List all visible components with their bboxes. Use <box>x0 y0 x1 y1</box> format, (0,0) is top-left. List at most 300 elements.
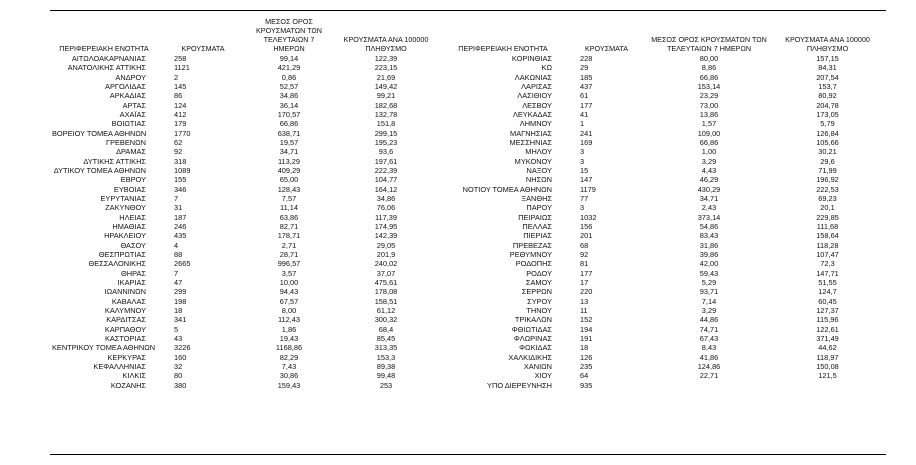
left-cases-value: 86 <box>174 91 183 101</box>
left-avg7-value: 66,86 <box>279 119 299 129</box>
left-cases-value: 2665 <box>174 259 191 269</box>
right-region-name: ΧΑΝΙΩΝ <box>523 361 552 371</box>
right-region-name: ΤΡΙΚΑΛΩΝ <box>514 315 552 325</box>
left-region-name: ΗΛΕΙΑΣ <box>119 212 146 222</box>
right-per100k-value: 51,55 <box>818 278 837 288</box>
right-avg7-value: 39,86 <box>699 250 719 260</box>
table-row <box>50 175 886 184</box>
right-cases-value: 41 <box>580 110 589 120</box>
left-avg7-value: 65,00 <box>279 175 299 185</box>
right-avg7-value: 42,00 <box>699 259 719 269</box>
left-cases-value: 7 <box>174 194 179 204</box>
left-avg7-value: 67,57 <box>279 296 299 306</box>
right-per100k-value: 105,66 <box>816 138 839 148</box>
right-region-name: ΣΕΡΡΩΝ <box>521 287 552 297</box>
top-rule <box>50 10 886 11</box>
right-per100k-value: 115,96 <box>816 315 839 325</box>
right-per100k-value: 60,45 <box>818 296 837 306</box>
left-avg7-value: 7,57 <box>281 194 297 204</box>
left-per100k-value: 158,51 <box>374 296 398 306</box>
left-cases-value: 2 <box>174 72 179 82</box>
left-avg7-value: 170,57 <box>277 110 301 120</box>
right-per100k-value: 124,7 <box>818 287 837 297</box>
left-region-name: ΓΡΕΒΕΝΩΝ <box>106 138 146 148</box>
table-row <box>50 54 886 63</box>
right-per100k-value: 80,92 <box>818 91 837 101</box>
left-avg7-value: 178,71 <box>277 231 301 241</box>
left-cases-value: 7 <box>174 268 179 278</box>
left-cases-value: 258 <box>174 54 187 64</box>
header-cases-right: ΚΡΟΥΣΜΑΤΑ <box>584 44 629 53</box>
regional-cases-table <box>50 17 886 390</box>
left-cases-value: 346 <box>174 184 187 194</box>
left-cases-value: 187 <box>174 212 187 222</box>
left-avg7-value: 638,71 <box>277 128 301 138</box>
right-avg7-value: 73,00 <box>699 100 719 110</box>
right-cases-value: 15 <box>580 166 589 176</box>
right-region-name: ΜΥΚΟΝΟΥ <box>514 156 552 166</box>
right-cases-value: 77 <box>580 194 589 204</box>
table-row <box>50 91 886 100</box>
right-per100k-value: 158,64 <box>816 231 839 241</box>
table-row <box>50 297 886 306</box>
right-region-name: ΜΕΣΣΗΝΙΑΣ <box>509 138 552 148</box>
right-avg7-value: 5,29 <box>701 278 717 288</box>
right-per100k-value: 371,49 <box>816 334 839 343</box>
right-cases-value: 152 <box>580 315 593 325</box>
left-per100k-value: 117,39 <box>374 212 398 222</box>
left-avg7-value: 99,14 <box>279 54 299 64</box>
right-avg7-value: 13,86 <box>699 110 719 120</box>
left-per100k-value: 300,32 <box>374 315 398 325</box>
left-per100k-value: 313,35 <box>374 343 398 353</box>
table-row <box>50 380 886 389</box>
right-region-name: ΠΙΕΡΙΑΣ <box>523 231 552 241</box>
left-avg7-value: 63,86 <box>279 212 299 222</box>
right-per100k-value: 222,53 <box>816 184 839 194</box>
left-cases-value: 124 <box>174 100 187 110</box>
right-avg7-value: 74,71 <box>699 324 719 334</box>
left-avg7-value: 996,57 <box>277 259 301 269</box>
left-cases-value: 32 <box>174 361 183 371</box>
right-cases-value: 1 <box>580 119 585 129</box>
right-region-name: ΠΑΡΟΥ <box>526 203 552 213</box>
left-avg7-value: 82,29 <box>279 352 299 362</box>
right-region-name: ΣΥΡΟΥ <box>527 296 552 306</box>
table-row <box>50 250 886 259</box>
right-cases-value: 935 <box>580 380 593 390</box>
left-region-name: ΕΒΡΟΥ <box>120 175 146 185</box>
right-cases-value: 13 <box>580 296 589 306</box>
right-per100k-value: 69,23 <box>818 194 837 204</box>
right-cases-value: 177 <box>580 100 593 110</box>
left-avg7-value: 421,29 <box>277 63 301 73</box>
table-row <box>50 343 886 352</box>
right-per100k-value: 5,79 <box>820 119 835 129</box>
right-avg7-value: 3,29 <box>701 306 717 316</box>
left-cases-value: 3226 <box>174 343 191 353</box>
left-region-name: ΑΡΚΑΔΙΑΣ <box>109 91 146 101</box>
right-avg7-value: 3,29 <box>701 156 717 166</box>
right-per100k-value: 20,1 <box>820 203 835 213</box>
right-cases-value: 61 <box>580 91 589 101</box>
left-avg7-value: 52,57 <box>279 82 299 92</box>
table-row <box>50 213 886 222</box>
table-row <box>50 138 886 147</box>
right-avg7-value: 4,43 <box>701 166 717 176</box>
left-per100k-value: 223,15 <box>374 63 398 73</box>
left-cases-value: 145 <box>174 82 187 92</box>
left-per100k-value: 201,9 <box>376 250 396 260</box>
left-per100k-value: 34,86 <box>376 194 396 204</box>
right-cases-value: 185 <box>580 72 593 82</box>
right-cases-value: 1179 <box>580 184 596 194</box>
right-region-name: ΦΩΚΙΔΑΣ <box>519 343 552 353</box>
right-cases-value: 241 <box>580 128 593 138</box>
left-avg7-value: 1,86 <box>281 324 297 334</box>
right-avg7-value: 8,86 <box>701 63 717 73</box>
left-per100k-value: 61,12 <box>376 306 396 316</box>
right-cases-value: 147 <box>580 175 593 185</box>
table-row <box>50 63 886 72</box>
right-per100k-value: 118,28 <box>816 240 839 250</box>
left-per100k-value: 99,21 <box>376 91 396 101</box>
right-per100k-value: 122,61 <box>816 324 839 334</box>
left-region-name: ΚΑΣΤΟΡΙΑΣ <box>104 334 146 343</box>
right-avg7-value: 430,29 <box>697 184 721 194</box>
right-per100k-value: 173,05 <box>816 110 839 120</box>
right-per100k-value: 84,31 <box>818 63 837 73</box>
right-cases-value: 220 <box>580 287 593 297</box>
left-per100k-value: 178,08 <box>374 287 398 297</box>
left-per100k-value: 195,23 <box>374 138 398 148</box>
right-per100k-value: 29,6 <box>820 156 835 166</box>
left-cases-value: 47 <box>174 278 183 288</box>
left-avg7-value: 82,71 <box>279 222 299 232</box>
left-region-name: ΗΡΑΚΛΕΙΟΥ <box>104 231 146 241</box>
left-region-name: ΙΩΑΝΝΙΝΩΝ <box>104 287 146 297</box>
left-cases-value: 18 <box>174 306 183 316</box>
left-avg7-value: 19,57 <box>279 138 299 148</box>
header-avg7-right: ΜΕΣΟΣ ΟΡΟΣ ΚΡΟΥΣΜΑΤΩΝ ΤΩΝ ΤΕΛΕΥΤΑΙΩΝ 7 ΗΜΕΡΩΝ <box>651 35 767 53</box>
right-cases-value: 156 <box>580 222 593 232</box>
right-cases-value: 3 <box>580 203 585 213</box>
right-region-name: ΡΟΔΟΠΗΣ <box>515 259 552 269</box>
left-cases-value: 62 <box>174 138 183 148</box>
left-region-name: ΚΑΛΥΜΝΟΥ <box>104 306 146 316</box>
left-cases-value: 31 <box>174 203 183 213</box>
left-per100k-value: 222,39 <box>374 166 398 176</box>
right-avg7-value: 46,29 <box>699 175 719 185</box>
left-cases-value: 198 <box>174 296 187 306</box>
left-region-name: ΑΝΔΡΟΥ <box>115 72 146 82</box>
left-per100k-value: 93,6 <box>378 147 394 157</box>
right-cases-value: 3 <box>580 147 585 157</box>
table-row <box>50 166 886 175</box>
right-region-name: ΛΑΡΙΣΑΣ <box>521 82 552 92</box>
left-per100k-value: 132,78 <box>374 110 398 120</box>
left-cases-value: 43 <box>174 334 183 343</box>
header-avg7-left: ΜΕΣΟΣ ΟΡΟΣ ΚΡΟΥΣΜΑΤΩΝ ΤΩΝ ΤΕΛΕΥΤΑΙΩΝ 7 ΗΜΕΡΩΝ <box>256 17 322 53</box>
right-avg7-value: 41,86 <box>699 352 719 362</box>
left-per100k-value: 142,39 <box>374 231 398 241</box>
left-avg7-value: 11,14 <box>280 203 298 213</box>
left-cases-value: 1770 <box>174 128 191 138</box>
left-region-name: ΘΑΣΟΥ <box>120 240 146 250</box>
left-cases-value: 92 <box>174 147 183 157</box>
left-avg7-value: 128,43 <box>277 184 301 194</box>
right-region-name: ΠΡΕΒΕΖΑΣ <box>512 240 552 250</box>
left-avg7-value: 28,71 <box>279 250 299 260</box>
left-avg7-value: 19,43 <box>279 334 299 343</box>
right-avg7-value: 31,86 <box>699 240 719 250</box>
right-region-name: ΝΑΞΟΥ <box>526 166 552 176</box>
left-per100k-value: 99,48 <box>376 371 396 381</box>
left-cases-value: 341 <box>174 315 187 325</box>
left-per100k-value: 85,45 <box>376 334 396 343</box>
left-avg7-value: 34,71 <box>279 147 299 157</box>
left-region-name: ΑΡΓΟΛΙΔΑΣ <box>105 82 146 92</box>
right-region-name: ΜΑΓΝΗΣΙΑΣ <box>510 128 552 138</box>
left-cases-value: 179 <box>174 119 187 129</box>
right-per100k-value: 196,92 <box>816 175 839 185</box>
right-per100k-value: 118,97 <box>816 352 839 362</box>
left-cases-value: 160 <box>174 352 187 362</box>
left-region-name: ΚΕΦΑΛΛΗΝΙΑΣ <box>93 361 146 371</box>
right-avg7-value: 1,57 <box>701 119 717 129</box>
table-row <box>50 82 886 91</box>
right-per100k-value: 204,78 <box>816 100 839 110</box>
right-per100k-value: 121,5 <box>818 371 837 381</box>
right-per100k-value: 71,99 <box>818 166 837 176</box>
left-cases-value: 299 <box>174 287 187 297</box>
left-cases-value: 412 <box>174 110 187 120</box>
right-region-name: ΚΟΡΙΝΘΙΑΣ <box>511 54 552 64</box>
right-cases-value: 11 <box>580 306 588 316</box>
left-avg7-value: 3,57 <box>281 268 297 278</box>
left-region-name: ΑΧΑΪΑΣ <box>119 110 146 120</box>
right-per100k-value: 44,62 <box>818 343 837 353</box>
right-avg7-value: 83,43 <box>699 231 719 241</box>
left-avg7-value: 94,43 <box>279 287 299 297</box>
left-region-name: ΚΕΡΚΥΡΑΣ <box>107 352 146 362</box>
table-row <box>50 259 886 268</box>
left-region-name: ΘΗΡΑΣ <box>121 268 146 278</box>
right-per100k-value: 157,15 <box>816 54 839 64</box>
left-per100k-value: 21,69 <box>376 72 396 82</box>
left-region-name: ΘΕΣΣΑΛΟΝΙΚΗΣ <box>88 259 146 269</box>
right-cases-value: 177 <box>580 268 593 278</box>
left-per100k-value: 153,3 <box>376 352 396 362</box>
left-avg7-value: 112,43 <box>277 315 301 325</box>
right-avg7-value: 22,71 <box>699 371 719 381</box>
table-row <box>50 110 886 119</box>
right-per100k-value: 127,37 <box>816 306 839 316</box>
left-cases-value: 1121 <box>174 63 190 73</box>
right-avg7-value: 1,00 <box>701 147 717 157</box>
left-region-name: ΚΑΡΠΑΘΟΥ <box>104 324 146 334</box>
table-row <box>50 119 886 128</box>
left-per100k-value: 122,39 <box>374 54 398 64</box>
right-cases-value: 191 <box>580 334 593 343</box>
right-region-name: ΠΕΙΡΑΙΩΣ <box>518 212 552 222</box>
right-avg7-value: 44,86 <box>699 315 719 325</box>
table-row <box>50 203 886 212</box>
left-avg7-value: 159,43 <box>277 380 301 390</box>
right-cases-value: 68 <box>580 240 589 250</box>
left-per100k-value: 475,61 <box>374 278 398 288</box>
right-per100k-value: 153,7 <box>818 82 837 92</box>
left-cases-value: 5 <box>174 324 179 334</box>
left-avg7-value: 7,43 <box>281 361 297 371</box>
right-avg7-value: 153,14 <box>697 82 721 92</box>
left-per100k-value: 240,02 <box>374 259 398 269</box>
left-per100k-value: 104,77 <box>374 175 398 185</box>
left-cases-value: 80 <box>174 371 183 381</box>
left-region-name: ΔΡΑΜΑΣ <box>116 147 146 157</box>
right-avg7-value: 34,71 <box>699 194 719 204</box>
left-avg7-value: 113,29 <box>277 156 301 166</box>
left-region-name: ΖΑΚΥΝΘΟΥ <box>105 203 146 213</box>
right-avg7-value: 59,43 <box>699 268 719 278</box>
right-region-name: ΚΩ <box>541 63 552 73</box>
left-region-name: ΑΝΑΤΟΛΙΚΗΣ ΑΤΤΙΚΗΣ <box>67 63 146 73</box>
header-row <box>50 17 886 54</box>
right-cases-value: 17 <box>580 278 589 288</box>
table-row <box>50 362 886 371</box>
right-cases-value: 194 <box>580 324 593 334</box>
right-region-name: ΠΕΛΛΑΣ <box>522 222 552 232</box>
right-avg7-value: 124,86 <box>697 361 721 371</box>
right-per100k-value <box>769 380 886 389</box>
table-row <box>50 353 886 362</box>
left-cases-value: 318 <box>174 156 187 166</box>
table-row <box>50 269 886 278</box>
left-region-name: ΑΙΤΩΛΟΑΚΑΡΝΑΝΙΑΣ <box>71 54 146 64</box>
header-per100k-left: ΚΡΟΥΣΜΑΤΑ ΑΝΑ 100000 ΠΛΗΘΥΣΜΟ <box>343 35 429 53</box>
right-cases-value: 18 <box>580 343 589 353</box>
right-per100k-value: 229,85 <box>816 212 839 222</box>
left-per100k-value: 76,06 <box>376 203 396 213</box>
right-region-name: ΛΑΣΙΘΙΟΥ <box>517 91 552 101</box>
left-per100k-value: 149,42 <box>374 82 398 92</box>
left-per100k-value: 68,4 <box>378 324 394 334</box>
right-region-name: ΝΗΣΩΝ <box>525 175 552 185</box>
bottom-rule <box>50 454 886 455</box>
right-cases-value: 1032 <box>580 212 597 222</box>
right-avg7-value: 54,86 <box>699 222 719 232</box>
right-avg7-value: 66,86 <box>699 138 719 148</box>
left-avg7-value: 409,29 <box>277 166 301 176</box>
table-row <box>50 147 886 156</box>
left-cases-value: 155 <box>174 175 187 185</box>
right-avg7-value: 7,14 <box>701 296 717 306</box>
table-body <box>50 54 886 390</box>
left-per100k-value: 151,8 <box>376 119 396 129</box>
left-avg7-value: 0,86 <box>281 72 297 82</box>
right-region-name: ΡΟΔΟΥ <box>526 268 552 278</box>
left-avg7-value: 2,71 <box>281 240 297 250</box>
left-region-name: ΚΙΛΚΙΣ <box>122 371 146 381</box>
right-region-name: ΦΛΩΡΙΝΑΣ <box>513 334 552 343</box>
left-region-name: ΒΟΙΩΤΙΑΣ <box>111 119 146 129</box>
right-cases-value: 3 <box>580 156 585 166</box>
left-per100k-value: 164,12 <box>374 184 398 194</box>
right-avg7-value <box>649 380 769 389</box>
table-row <box>50 185 886 194</box>
table-row <box>50 371 886 380</box>
header-per100k-right: ΚΡΟΥΣΜΑΤΑ ΑΝΑ 100000 ΠΛΗΘΥΣΜΟ <box>785 35 870 53</box>
right-per100k-value: 30,21 <box>818 147 837 157</box>
left-cases-value: 4 <box>174 240 179 250</box>
table-row <box>50 287 886 296</box>
right-region-name: ΛΕΣΒΟΥ <box>522 100 552 110</box>
left-region-name: ΔΥΤΙΚΟΥ ΤΟΜΕΑ ΑΘΗΝΩΝ <box>53 166 146 176</box>
right-avg7-value: 66,86 <box>699 72 719 82</box>
right-region-name: ΤΗΝΟΥ <box>526 306 552 316</box>
right-region-name: ΡΕΘΥΜΝΟΥ <box>509 250 552 260</box>
right-region-name: ΞΑΝΘΗΣ <box>521 194 552 204</box>
right-per100k-value: 150,08 <box>816 361 839 371</box>
left-avg7-value: 10,00 <box>279 278 299 288</box>
left-per100k-value: 182,68 <box>374 100 398 110</box>
left-avg7-value: 34,86 <box>279 91 299 101</box>
right-avg7-value: 109,00 <box>697 128 721 138</box>
left-avg7-value: 36,14 <box>279 100 299 110</box>
right-avg7-value: 67,43 <box>699 334 719 343</box>
left-per100k-value: 299,15 <box>374 128 398 138</box>
table-row <box>50 306 886 315</box>
right-per100k-value: 111,68 <box>816 222 839 232</box>
left-region-name: ΗΜΑΘΙΑΣ <box>112 222 146 232</box>
table-row <box>50 157 886 166</box>
right-region-name: ΜΗΛΟΥ <box>525 147 552 157</box>
right-cases-value: 29 <box>580 63 589 73</box>
right-avg7-value: 80,00 <box>699 54 719 64</box>
right-cases-value: 92 <box>580 250 589 260</box>
right-cases-value: 201 <box>580 231 593 241</box>
left-region-name: ΑΡΤΑΣ <box>122 100 146 110</box>
right-region-name: ΧΑΛΚΙΔΙΚΗΣ <box>508 352 552 362</box>
table-row <box>50 73 886 82</box>
left-per100k-value: 197,61 <box>374 156 398 166</box>
right-region-name: ΧΙΟΥ <box>534 371 552 381</box>
right-per100k-value: 147,71 <box>816 268 839 278</box>
right-per100k-value: 207,54 <box>816 72 839 82</box>
table-row <box>50 278 886 287</box>
right-region-name: ΦΘΙΩΤΙΔΑΣ <box>511 324 552 334</box>
right-cases-value: 81 <box>580 259 589 269</box>
table-row <box>50 231 886 240</box>
right-cases-value: 126 <box>580 352 593 362</box>
left-per100k-value: 174,95 <box>374 222 398 232</box>
right-avg7-value: 2,43 <box>701 203 717 213</box>
right-cases-value: 64 <box>580 371 589 381</box>
right-region-name: ΛΕΥΚΑΔΑΣ <box>512 110 552 120</box>
table-row <box>50 222 886 231</box>
left-per100k-value: 253 <box>379 380 393 390</box>
left-region-name: ΚΑΡΔΙΤΣΑΣ <box>106 315 146 325</box>
left-cases-value: 88 <box>174 250 183 260</box>
left-region-name: ΔΥΤΙΚΗΣ ΑΤΤΙΚΗΣ <box>83 156 146 166</box>
left-avg7-value: 8,00 <box>281 306 297 316</box>
left-cases-value: 435 <box>174 231 187 241</box>
header-cases-left: ΚΡΟΥΣΜΑΤΑ <box>181 44 225 53</box>
left-cases-value: 1089 <box>174 166 191 176</box>
right-avg7-value: 93,71 <box>699 287 719 297</box>
left-region-name: ΚΑΒΑΛΑΣ <box>111 296 146 306</box>
right-region-name: ΝΟΤΙΟΥ ΤΟΜΕΑ ΑΘΗΝΩΝ <box>462 184 552 194</box>
